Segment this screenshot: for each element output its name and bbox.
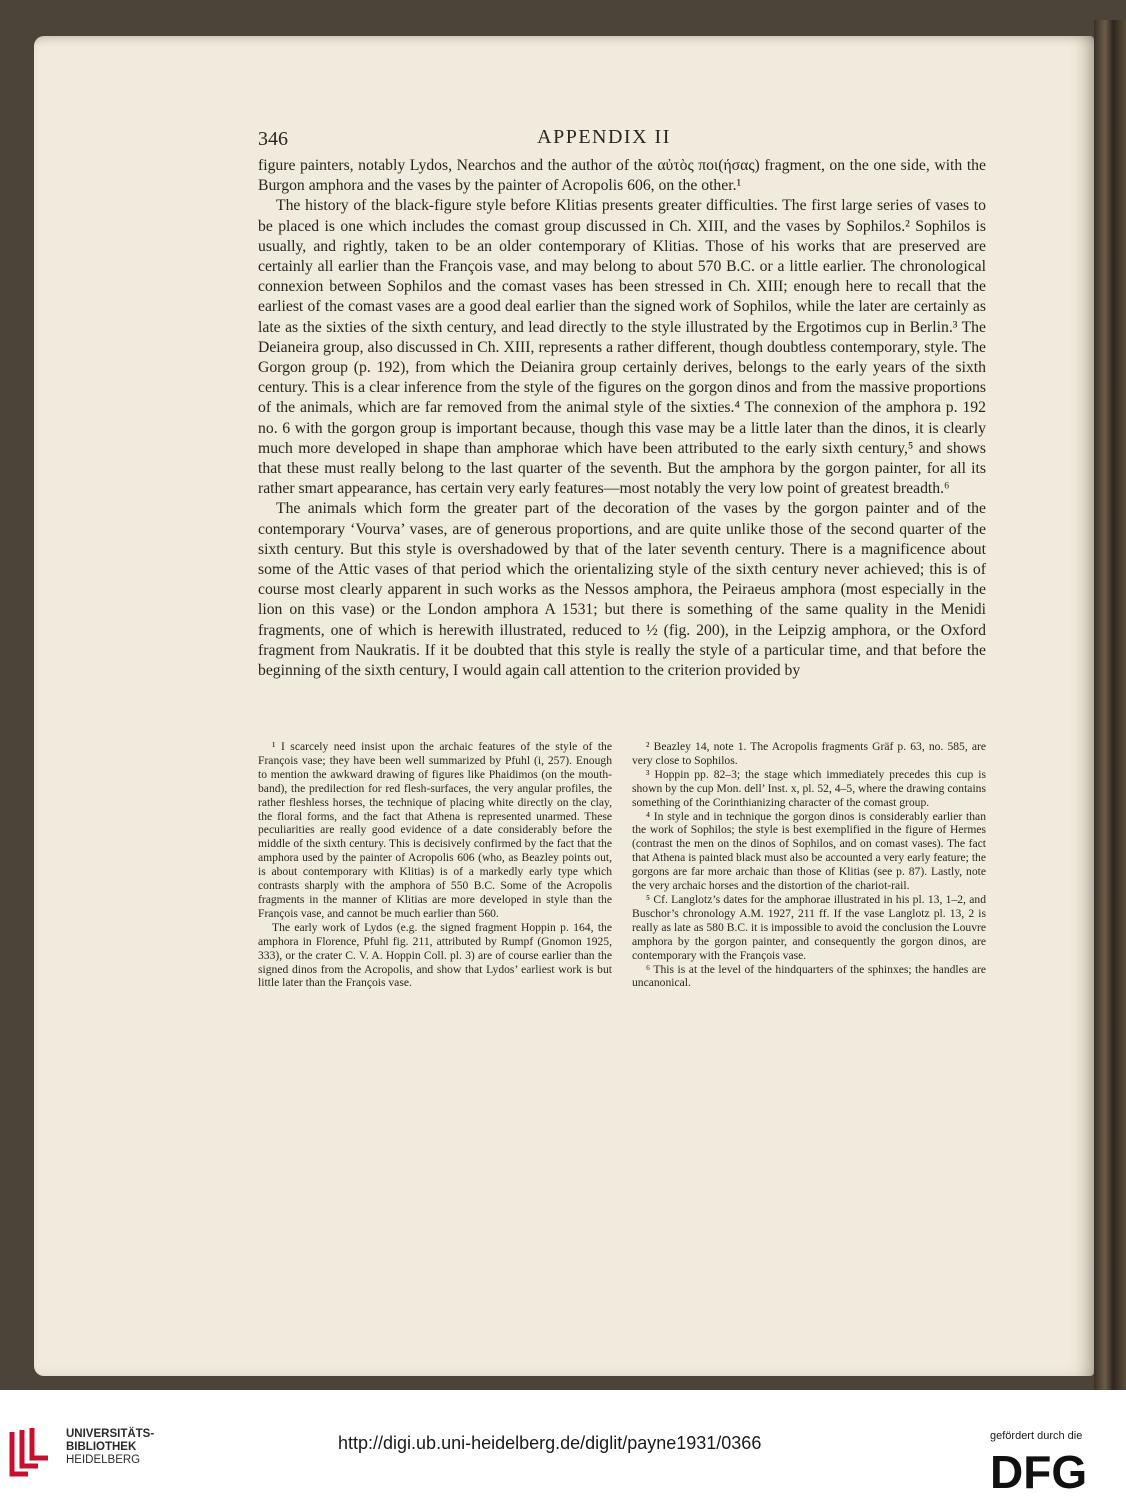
library-line-2: BIBLIOTHEK (66, 1441, 137, 1453)
page-title: APPENDIX II (537, 126, 671, 148)
footnote-3: ³ Hoppin pp. 82–3; the stage which immediately precedes this cup is shown by the cup Mon. dell’ Inst. x, pl. 52, 4–5, where the drawing contains something of the Corinthianizing character of the comast group. (632, 767, 986, 809)
university-library-logo[interactable] (8, 1422, 158, 1482)
paragraph-2: The history of the black-figure style before Klitias presents greater difficulties. The first large series of vases to be placed is one which includes the comast group discussed in Ch. XIII, and the vases by Sophilos.² Sophilos is usually, and rightly, taken to be an older contemporary of Klitias. Those of his works that are preserved are certainly all earlier than the François vase, and may belong to about 570 B.C. or a little earlier. The chronological connexion between Sophilos and the comast vases has been stressed in Ch. XIII; enough here to recall that the earliest of the comast vases are a good deal earlier than the signed work of Sophilos, while the later are certainly as late as the sixties of the sixth century, and lead directly to the style illustrated by the Ergotimos cup in Berlin.³ The Deianeira group, also discussed in Ch. XIII, represents a rather different, though doubtless contemporary, style. The Gorgon group (p. 192), from which the Deianira group certainly derives, belongs to the early years of the sixth century. This is a clear inference from the style of the figures on the gorgon dinos and from the massive proportions of the animals, which are far removed from the animal style of the sixties.⁴ The connexion of the amphora p. 192 no. 6 with the gorgon group is important because, though this vase may be a little later than the dinos, it is clearly much more developed in shape than amphorae which have been attributed to the early sixth century,⁵ and shows that these must really belong to the last quarter of the seventh. But the amphora by the gorgon painter, for all its rather smart appearance, has certain very early features—most notably the very low point of greatest breadth.⁶ (258, 197, 986, 498)
footnote-5: ⁵ Cf. Langlotz’s dates for the amphorae illustrated in his pl. 13, 1–2, and Buschor’s chronology A.M. 1927, 211 ff. If the vase Langlotz pl. 13, 2 is really as late as 580 B.C. it is impossible to avoid the conclusion the Louvre amphora by the gorgon painter, and consequently the gorgon dinos, are contemporary with the François vase. (632, 892, 986, 962)
paragraph-1: figure painters, notably Lydos, Nearchos and the author of the αὐτὸς ποι(ήσας) fragment, on the one side, with the Burgon amphora and the vases by the painter of Acropolis 606, on the other.¹ (258, 157, 986, 195)
footnote-2: ² Beazley 14, note 1. The Acropolis fragments Gräf p. 63, no. 585, are very close to Sophilos. (632, 740, 986, 767)
library-line-1: UNIVERSITÄTS- (66, 1428, 155, 1440)
library-logo-icon (8, 1426, 60, 1478)
library-line-3: HEIDELBERG (66, 1454, 141, 1466)
main-text (258, 156, 986, 681)
footnote-1-continued: The early work of Lydos (e.g. the signed fragment Hoppin p. 164, the amphora in Florence, Pfuhl fig. 211, attributed by Rumpf (Gnomon 1925, 333), or the crater C. V. A. Hoppin Coll. pl. 3) are of course earlier than the signed dinos from the Acropolis, and show that Lydos’ earliest work is but little later than the François vase. (258, 920, 612, 990)
dfg-logo-text: DFG (990, 1446, 1088, 1492)
library-name (66, 1428, 154, 1467)
page-edge (1094, 20, 1126, 1390)
funding-note: gefördert durch die (990, 1430, 1083, 1442)
page-number: 346 (258, 128, 288, 150)
footnote-4: ⁴ In style and in technique the gorgon dinos is considerably earlier than the work of Sophilos; the style is best exemplified in the figure of Hermes (contrast the men on the dinos of Sophilos, and on comast vases). The fact that Athena is painted black must also be accounted a very early feature; the gorgons are far more archaic than those of Klitias (see p. 87). Lastly, note the very archaic horses and the distortion of the chariot-rail. (632, 809, 986, 893)
permalink-url[interactable]: http://digi.ub.uni-heidelberg.de/diglit/payne1931/0366 (338, 1433, 762, 1453)
paragraph-3: The animals which form the greater part of the decoration of the vases by the gorgon painter and of the contemporary ‘Vourva’ vases, are of generous proportions, and are quite unlike those of the second quarter of the sixth century. But this style is overshadowed by that of the later seventh century. There is a magnificence about some of the Attic vases of that period which the orientalizing style of the sixth century never achieved; this is of course most clearly apparent in such works as the Nessos amphora, the Peiraeus amphora (most especially in the lion on this vase) or the London amphora A 1531; but there is something of the same quality in the Menidi fragments, one of which is herewith illustrated, reduced to ½ (fig. 200), in the Leipzig amphora, or the Oxford fragment from Naukratis. If it be doubted that this style is really the style of a particular time, and that before the beginning of the sixth century, I would again call attention to the criterion provided by (258, 500, 986, 680)
footnotes-left-column (258, 740, 612, 990)
dfg-logo[interactable] (988, 1446, 1114, 1492)
running-header (222, 126, 986, 152)
footnote-1: ¹ I scarcely need insist upon the archaic features of the style of the François vase; they have been well summarized by Pfuhl (i, 257). Enough to mention the awkward drawing of figures like Phaidimos (on the mouth-band), the predilection for red flesh-surfaces, the very angular profiles, the rather fleshless horses, the technique of placing white directly on the clay, the floral forms, and the fact that Athena is represented unarmed. These peculiarities are really good evidence of a date considerably before the middle of the sixth century. This is decisively confirmed by the fact that the amphora used by the painter of Acropolis 606 (who, as Beazley points out, is about contemporary with Klitias) is of a markedly early type which contrasts sharply with the amphora of 550 B.C. Some of the Acropolis fragments in the manner of Klitias are more developed in style than the François vase, and cannot be much earlier than 560. (258, 740, 612, 920)
footnotes-right-column (632, 740, 986, 990)
footnote-6: ⁶ This is at the level of the hindquarters of the sphinxes; the handles are uncanonical. (632, 962, 986, 990)
